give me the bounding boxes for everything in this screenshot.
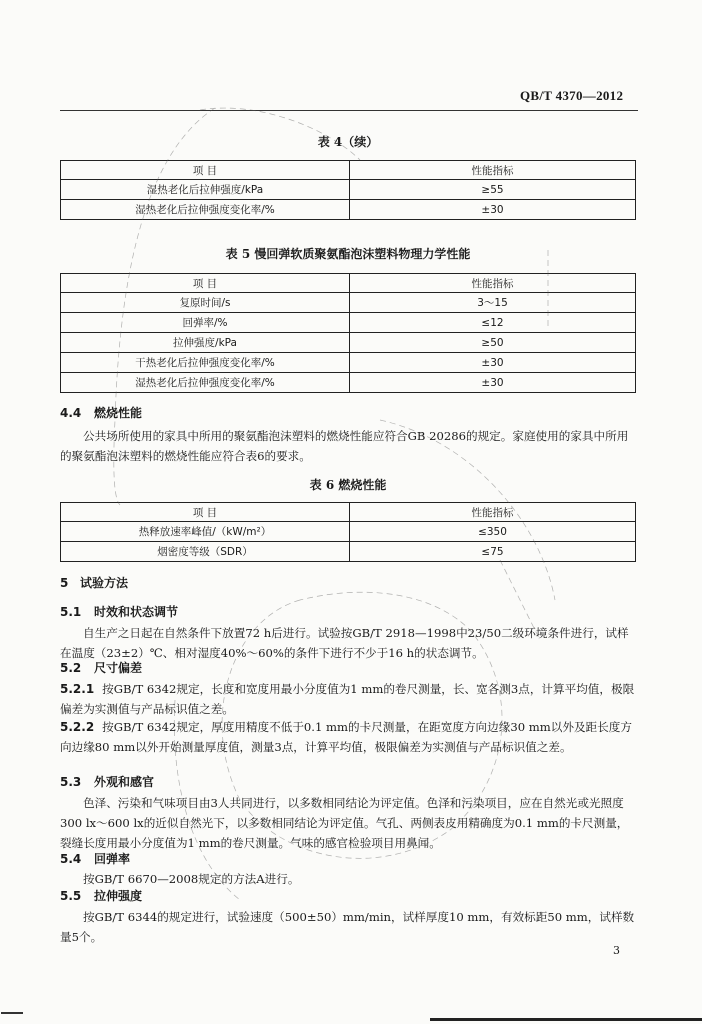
table4-col-item: 项 目	[61, 161, 350, 180]
table6-title: 表 6 燃烧性能	[309, 478, 387, 492]
section-5-5-text: 按GB/T 6344的规定进行，试验速度（500±50）mm/min，试样厚度10 mm，有效标距50 mm，试样数量5个。	[60, 910, 635, 944]
section-number: 5.5	[60, 889, 82, 903]
table5-title: 表 5 慢回弹软质聚氨酯泡沫塑料物理力学性能	[225, 247, 471, 261]
section-number: 5.2.1	[60, 682, 95, 696]
section-title: 试验方法	[80, 576, 129, 590]
table5-row3-item: 拉伸强度/kPa	[61, 333, 350, 353]
section-title: 拉伸强度	[94, 889, 143, 903]
table5-col-item: 项 目	[61, 274, 350, 293]
standard-code: QB/T 4370—2012	[520, 88, 624, 103]
section-number: 5.1	[60, 605, 82, 619]
table6-row2-value: ≤75	[350, 542, 636, 562]
section-number: 5.3	[60, 775, 82, 789]
table6-row1-value: ≤350	[350, 522, 636, 542]
section-title: 时效和状态调节	[94, 605, 179, 619]
table5-row4-item: 干热老化后拉伸强度变化率/%	[61, 353, 350, 373]
pencil-arc-upper	[200, 108, 360, 160]
table4-title: 表 4（续）	[317, 135, 379, 149]
section-title: 回弹率	[94, 852, 131, 866]
pencil-arc-right	[380, 420, 555, 600]
table4-row1-item: 湿热老化后拉伸强度/kPa	[61, 180, 350, 200]
table6-col-value: 性能指标	[350, 503, 636, 522]
pencil-arc-left	[114, 108, 215, 505]
table6-col-item: 项 目	[61, 503, 350, 522]
pencil-arc-bottom	[174, 700, 240, 900]
table4-row1-value: ≥55	[350, 180, 636, 200]
section-title: 外观和感官	[94, 775, 155, 789]
section-4-4-text: 公共场所使用的家具中所用的聚氨酯泡沫塑料的燃烧性能应符合GB 20286的规定。家庭使用的家具中所用的聚氨酯泡沫塑料的燃烧性能应符合表6的要求。	[60, 429, 629, 463]
section-5-3-text: 色泽、污染和气味项目由3人共同进行，以多数相同结论为评定值。色泽和污染项目，应在自然光或光照度300 lx～600 lx的近似自然光下，以多数相同结论为评定值。气孔、两侧表皮用精确度为0.1 mm的卡尺测量，裂缝长度用最小分度值为1 mm的卷尺测量。气味的感官检验项目用鼻闻。	[60, 796, 629, 850]
section-5-4-text: 按GB/T 6670—2008规定的方法A进行。	[83, 872, 300, 886]
table4-row2-item: 湿热老化后拉伸强度变化率/%	[61, 200, 350, 220]
section-number: 5.4	[60, 852, 82, 866]
section-number: 5.2	[60, 661, 82, 675]
table5-row1-item: 复原时间/s	[61, 293, 350, 313]
table4-row2-value: ±30	[350, 200, 636, 220]
table5-row5-value: ±30	[350, 373, 636, 393]
section-5-2-2-text: 按GB/T 6342规定，厚度用精度不低于0.1 mm的卡尺测量，在距宽度方向边缘30 mm以外及距长度方向边缘80 mm以外开始测量厚度值，测量3点，计算平均值，极限偏差为实测值与产品标识值之差。	[60, 720, 632, 754]
section-5-1-text: 自生产之日起在自然条件下放置72 h后进行。试验按GB/T 2918—1998中23/50二级环境条件进行，试样在温度（23±2）℃、相对湿度40%～60%的条件下进行不少于16 h的状态调节。	[60, 626, 629, 660]
pencil-circle-lower	[222, 592, 502, 858]
section-title: 燃烧性能	[94, 406, 143, 420]
page-number: 3	[613, 944, 620, 957]
table5-row4-value: ±30	[350, 353, 636, 373]
section-number: 5.2.2	[60, 720, 95, 734]
table5-row2-value: ≤12	[350, 313, 636, 333]
section-title: 尺寸偏差	[94, 661, 143, 675]
table5-row1-value: 3～15	[350, 293, 636, 313]
table5-col-value: 性能指标	[350, 274, 636, 293]
table5-row2-item: 回弹率/%	[61, 313, 350, 333]
section-number: 5	[60, 576, 69, 590]
table5-row3-value: ≥50	[350, 333, 636, 353]
table6-row1-item: 热释放速率峰值/（kW/m²）	[61, 522, 350, 542]
section-5-2-1-text: 按GB/T 6342规定，长度和宽度用最小分度值为1 mm的卷尺测量，长、宽各测3点，计算平均值，极限偏差为实测值与产品标识值之差。	[60, 682, 635, 716]
table6-row2-item: 烟密度等级（SDR）	[61, 542, 350, 562]
table4-col-value: 性能指标	[350, 161, 636, 180]
section-number: 4.4	[60, 406, 82, 420]
pencil-line-right	[500, 560, 540, 640]
table5-row5-item: 湿热老化后拉伸强度变化率/%	[61, 373, 350, 393]
